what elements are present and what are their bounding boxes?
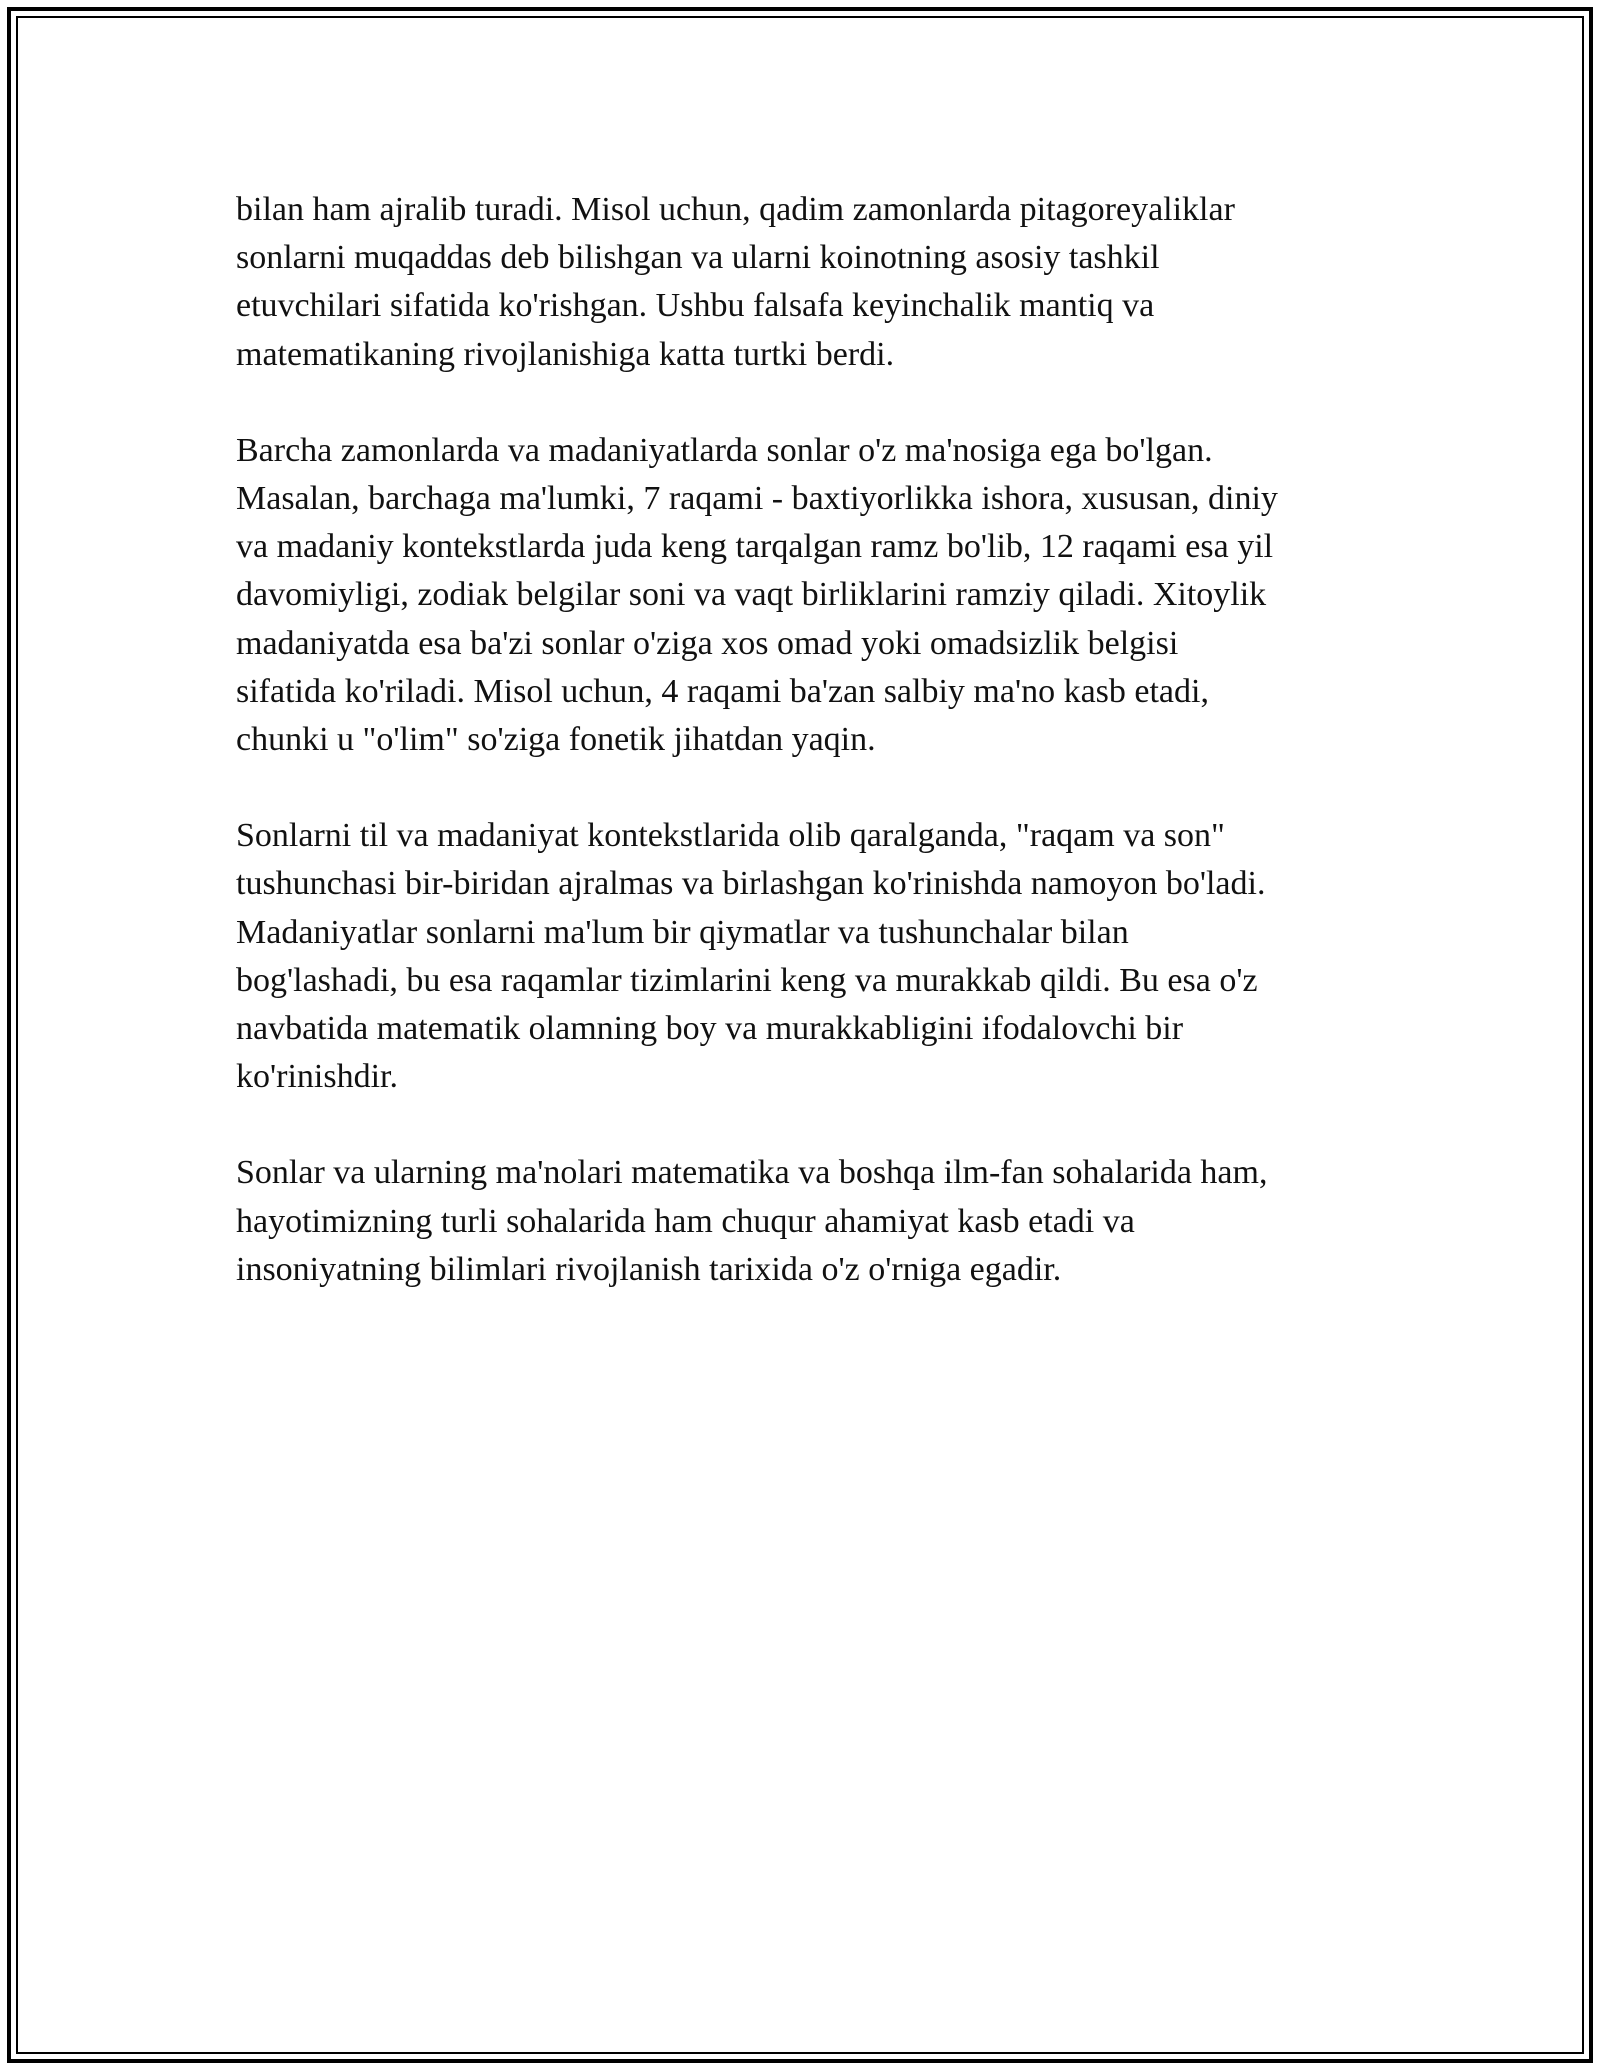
paragraph-line: hayotimizning turli sohalarida ham chuqur ahamiyat kasb etadi va — [236, 1202, 1135, 1240]
paragraph-line: bilan ham ajralib turadi. Misol uchun, qadim zamonlarda pitagoreyaliklar — [236, 191, 1235, 228]
paragraph-line: va madaniy kontekstlarda juda keng tarqalgan ramz bo'lib, 12 raqami esa yil — [236, 528, 1274, 566]
paragraph-line: Sonlarni til va madaniyat kontekstlarida olib qaralganda, "raqam va son" — [236, 817, 1225, 855]
paragraph-line: chunki u "o'lim" so'ziga fonetik jihatdan yaqin. — [236, 721, 876, 759]
paragraph-line: Barcha zamonlarda va madaniyatlarda sonlar o'z ma'nosiga ega bo'lgan. — [236, 431, 1213, 469]
paragraph-line: navbatida matematik olamning boy va murakkabligini ifodalovchi bir — [236, 1010, 1184, 1048]
paragraph-line: Masalan, barchaga ma'lumki, 7 raqami - baxtiyorlikka ishora, xususan, diniy — [236, 480, 1278, 518]
paragraph-line: Madaniyatlar sonlarni ma'lum bir qiymatlar va tushunchalar bilan — [236, 913, 1129, 951]
paragraph-line: Sonlar va ularning ma'nolari matematika va boshqa ilm-fan sohalarida ham, — [236, 1154, 1268, 1192]
paragraph-line: sonlarni muqaddas deb bilishgan va ularni koinotning asosiy tashkil — [236, 239, 1160, 277]
paragraph-1 — [236, 186, 1416, 379]
paragraph-line: bog'lashadi, bu esa raqamlar tizimlarini keng va murakkab qildi. Bu esa o'z — [236, 961, 1258, 999]
document-body — [236, 186, 1416, 1342]
paragraph-line: matematikaning rivojlanishiga katta turtki berdi. — [236, 335, 895, 373]
paragraph-3 — [236, 812, 1416, 1101]
paragraph-line: davomiyligi, zodiak belgilar soni va vaqt birliklarini ramziy qiladi. Xitoylik — [236, 576, 1267, 614]
paragraph-line: tushunchasi bir-biridan ajralmas va birlashgan ko'rinishda namoyon bo'ladi. — [236, 865, 1266, 903]
paragraph-line: madaniyatda esa ba'zi sonlar o'ziga xos omad yoki omadsizlik belgisi — [236, 624, 1179, 662]
paragraph-line: sifatida ko'riladi. Misol uchun, 4 raqami ba'zan salbiy ma'no kasb etadi, — [236, 672, 1209, 710]
paragraph-line: insoniyatning bilimlari rivojlanish tarixida o'z o'rniga egadir. — [236, 1250, 1062, 1288]
paragraph-line: ko'rinishdir. — [236, 1058, 398, 1096]
paragraph-4 — [236, 1149, 1416, 1294]
paragraph-2 — [236, 427, 1416, 764]
paragraph-line: etuvchilari sifatida ko'rishgan. Ushbu falsafa keyinchalik mantiq va — [236, 287, 1155, 325]
